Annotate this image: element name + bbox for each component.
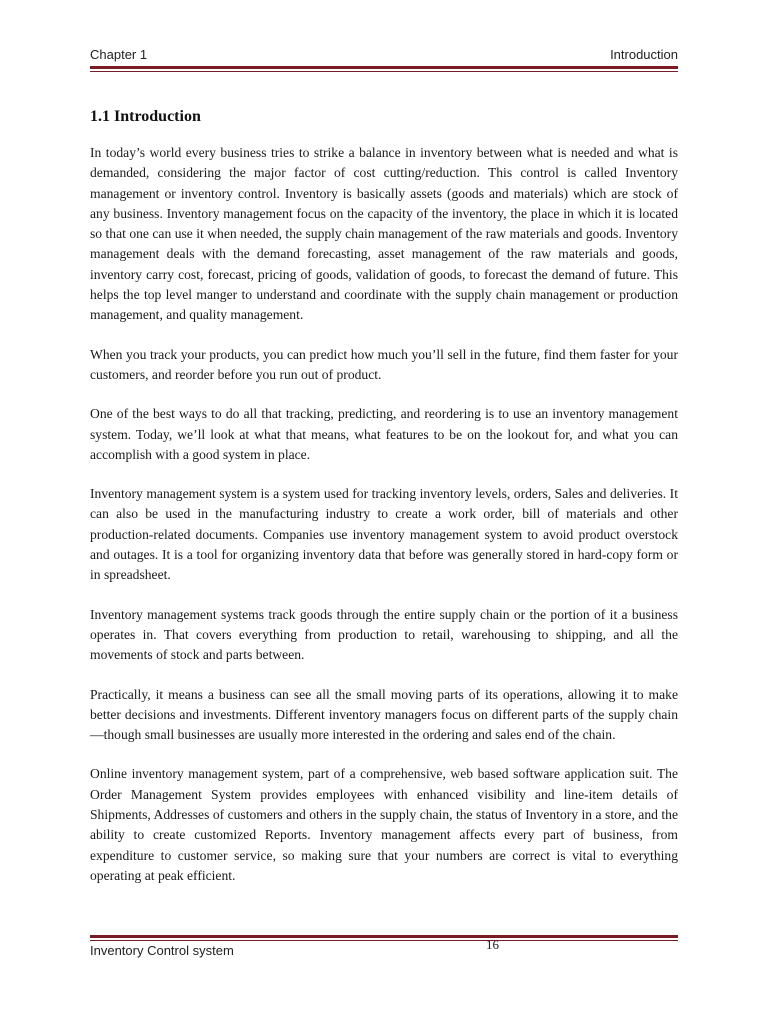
paragraph: Inventory management systems track goods through the entire supply chain or the portion of it a business operates in. That covers everything from production to retail, warehousing to shipping, and all the movements of stock and parts between. xyxy=(90,606,678,663)
page-number: 16 xyxy=(486,937,499,952)
page-header xyxy=(90,47,678,67)
paragraph: When you track your products, you can predict how much you’ll sell in the future, find them faster for your customers, and reorder before you run out of product. xyxy=(90,346,678,382)
header-section: Introduction xyxy=(610,47,678,62)
header-rule xyxy=(90,66,678,72)
header-chapter: Chapter 1 xyxy=(90,47,148,62)
paragraph: Practically, it means a business can see all the small moving parts of its operations, allowing it to make better decisions and investments. Different inventory managers focus on different parts of the supply chain—though small businesses are usually more interested in the ordering and sales end of the chain. xyxy=(90,686,678,743)
footer-title: Inventory Control system xyxy=(90,943,234,958)
paragraph: Online inventory management system, part of a comprehensive, web based software application suit. The Order Management System provides employees with enhanced visibility and line-item details of Shipments, Addresses of customers and others in the supply chain, the status of Inventory in a store, and the ability to create customized Reports. Inventory management affects every part of business, from expenditure to customer service, so making sure that your numbers are correct is vital to everything operating at peak efficient. xyxy=(90,766,678,883)
section-title: 1.1 Introduction xyxy=(90,108,201,125)
paragraph: One of the best ways to do all that tracking, predicting, and reordering is to use an inventory management system. Today, we’ll look at what that means, what features to be on the lookout for, and what you can accomplish with a good system in place. xyxy=(90,406,678,462)
footer-rule xyxy=(90,935,678,941)
page-body xyxy=(90,108,678,905)
paragraph: Inventory management system is a system used for tracking inventory levels, orders, Sales and deliveries. It can also be used in the manufacturing industry to create a work order, bill of materials and other production-related documents. Companies use inventory management system to avoid product overstock and outages. It is a tool for organizing inventory data that before was generally stored in hard-copy form or in spreadsheet. xyxy=(90,486,678,583)
paragraph: In today’s world every business tries to strike a balance in inventory between what is needed and what is demanded, considering the major factor of cost cutting/reduction. This control is called Inventory management or inventory control. Inventory is basically assets (goods and materials) which are stock of any business. Inventory management focus on the capacity of the inventory, the place in which it is located so that one can use it when needed, the supply chain management of the raw materials and goods. Inventory management deals with the demand forecasting, asset management of the raw materials and goods, inventory carry cost, forecast, pricing of goods, validation of goods, to forecast the demand of future. This helps the top level manger to understand and coordinate with the supply chain management or production management, and quality management. xyxy=(90,145,678,323)
